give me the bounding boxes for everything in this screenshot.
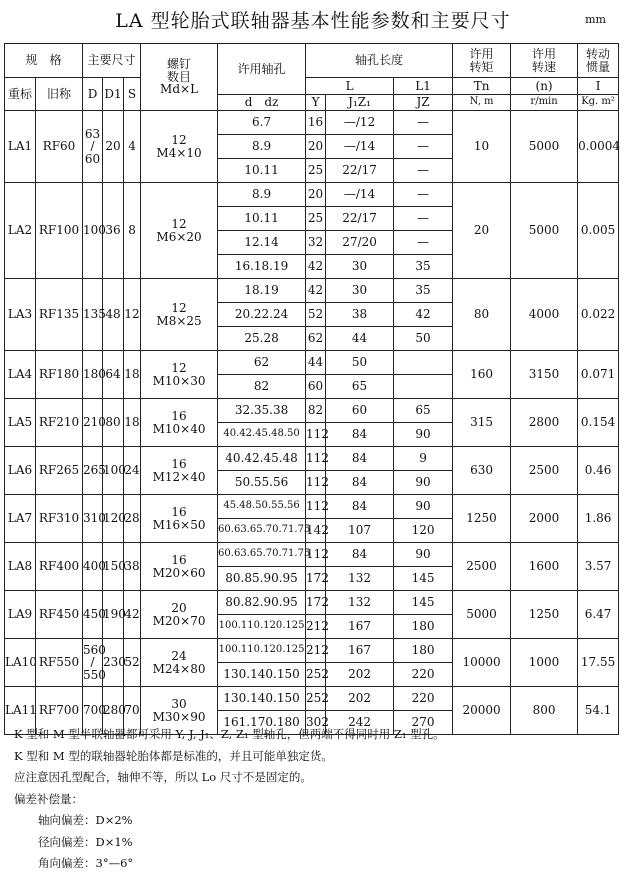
bore-jz: 180 <box>394 639 453 663</box>
bore-y: 112 <box>306 423 326 447</box>
bore-jz1: 242 <box>326 711 394 735</box>
model-torque: 20 <box>453 183 511 279</box>
note-4: 偏差补偿量： <box>14 791 83 806</box>
model-s: 12 <box>124 279 141 351</box>
model-d1: 230 <box>103 639 124 687</box>
model-speed: 5000 <box>511 111 578 183</box>
table-row <box>5 111 619 135</box>
model-inertia: 54.1 <box>578 687 619 735</box>
bore-diameters: 12.14 <box>218 231 306 255</box>
model-s: 18 <box>124 399 141 447</box>
page-title: LA 型轮胎式联轴器基本性能参数和主要尺寸 <box>115 10 511 32</box>
model-d: 450 <box>83 591 103 639</box>
bore-y: 112 <box>306 447 326 471</box>
bore-jz: 220 <box>394 663 453 687</box>
bore-y: 302 <box>306 711 326 735</box>
bore-y: 112 <box>306 471 326 495</box>
model-inertia: 0.071 <box>578 351 619 399</box>
hdr-i: I <box>578 78 619 95</box>
hdr-bore-length: 轴孔长度 <box>306 44 453 78</box>
model-screw: 12 M10×30 <box>141 351 218 399</box>
model-old: RF400 <box>36 543 83 591</box>
bore-jz1: 84 <box>326 495 394 519</box>
bore-jz1: —/12 <box>326 111 394 135</box>
model-torque: 80 <box>453 279 511 351</box>
bore-jz1: 27/20 <box>326 231 394 255</box>
model-s: 18 <box>124 351 141 399</box>
model-d1: 150 <box>103 543 124 591</box>
bore-jz: 90 <box>394 495 453 519</box>
model-torque: 2500 <box>453 543 511 591</box>
model-s: 42 <box>124 591 141 639</box>
hdr-screw: 螺钉 数目 Md×L <box>141 44 218 111</box>
model-d: 135 <box>83 279 103 351</box>
model-old: RF210 <box>36 399 83 447</box>
model-old: RF550 <box>36 639 83 687</box>
hdr-old-name: 旧称 <box>36 78 83 111</box>
hdr-jz: JZ <box>394 95 453 111</box>
bore-jz1: 30 <box>326 255 394 279</box>
bore-diameters: 60.63.65.70.71.75 <box>218 519 306 543</box>
model-d1: 120 <box>103 495 124 543</box>
table-row <box>5 447 619 471</box>
model-torque: 160 <box>453 351 511 399</box>
bore-y: 20 <box>306 183 326 207</box>
model-torque: 1250 <box>453 495 511 543</box>
bore-jz: 90 <box>394 423 453 447</box>
bore-jz: 42 <box>394 303 453 327</box>
model-inertia: 6.47 <box>578 591 619 639</box>
model-d: 63 / 60 <box>83 111 103 183</box>
bore-y: 32 <box>306 231 326 255</box>
bore-y: 172 <box>306 567 326 591</box>
model-screw: 24 M24×80 <box>141 639 218 687</box>
bore-jz: 90 <box>394 543 453 567</box>
bore-jz: 180 <box>394 615 453 639</box>
bore-jz: — <box>394 159 453 183</box>
bore-jz1: —/14 <box>326 135 394 159</box>
bore-jz1: 84 <box>326 471 394 495</box>
bore-diameters: 45.48.50.55.56 <box>218 495 306 519</box>
bore-jz: 90 <box>394 471 453 495</box>
bore-jz: — <box>394 183 453 207</box>
bore-jz1: 84 <box>326 543 394 567</box>
bore-jz1: 167 <box>326 615 394 639</box>
bore-y: 112 <box>306 543 326 567</box>
bore-jz1: 202 <box>326 687 394 711</box>
bore-jz: 65 <box>394 399 453 423</box>
bore-jz1: 84 <box>326 447 394 471</box>
model-screw: 12 M4×10 <box>141 111 218 183</box>
model-speed: 1600 <box>511 543 578 591</box>
bore-diameters: 20.22.24 <box>218 303 306 327</box>
bore-jz1: —/14 <box>326 183 394 207</box>
hdr-spec: 规 格 <box>5 44 83 78</box>
table-row <box>5 543 619 567</box>
model-screw: 16 M16×50 <box>141 495 218 543</box>
model-std: LA11 <box>5 687 36 735</box>
bore-jz: 145 <box>394 591 453 615</box>
hdr-n: (n) <box>511 78 578 95</box>
bore-jz: 9 <box>394 447 453 471</box>
model-s: 4 <box>124 111 141 183</box>
bore-jz1: 202 <box>326 663 394 687</box>
bore-diameters: 25.28 <box>218 327 306 351</box>
bore-y: 20 <box>306 135 326 159</box>
model-d1: 20 <box>103 111 124 183</box>
bore-jz1: 60 <box>326 399 394 423</box>
model-speed: 800 <box>511 687 578 735</box>
bore-y: 252 <box>306 663 326 687</box>
bore-jz1: 107 <box>326 519 394 543</box>
bore-jz: 220 <box>394 687 453 711</box>
model-std: LA6 <box>5 447 36 495</box>
bore-diameters: 80.82.90.95 <box>218 591 306 615</box>
bore-diameters: 60.63.65.70.71.75 <box>218 543 306 567</box>
bore-y: 25 <box>306 207 326 231</box>
hdr-i-unit: Kg. m² <box>578 95 619 111</box>
bore-y: 16 <box>306 111 326 135</box>
hdr-torque: 许用 转矩 <box>453 44 511 78</box>
model-std: LA1 <box>5 111 36 183</box>
model-d: 210 <box>83 399 103 447</box>
model-d: 400 <box>83 543 103 591</box>
hdr-bore: 许用轴孔 <box>218 44 306 95</box>
table-row <box>5 399 619 423</box>
bore-y: 82 <box>306 399 326 423</box>
bore-jz1: 30 <box>326 279 394 303</box>
bore-y: 25 <box>306 159 326 183</box>
model-std: LA10 <box>5 639 36 687</box>
model-screw: 12 M8×25 <box>141 279 218 351</box>
model-std: LA5 <box>5 399 36 447</box>
table-row <box>5 495 619 519</box>
model-old: RF135 <box>36 279 83 351</box>
bore-jz1: 65 <box>326 375 394 399</box>
note-2: K 型和 M 型的联轴器轮胎体都是标准的，并且可能单独定货。 <box>14 748 333 763</box>
model-d: 560 / 550 <box>83 639 103 687</box>
model-std: LA4 <box>5 351 36 399</box>
bore-jz: — <box>394 231 453 255</box>
bore-jz: 35 <box>394 255 453 279</box>
bore-diameters: 6.7 <box>218 111 306 135</box>
model-inertia: 0.154 <box>578 399 619 447</box>
hdr-s: S <box>124 78 141 111</box>
bore-jz: 270 <box>394 711 453 735</box>
model-torque: 10000 <box>453 639 511 687</box>
model-d1: 190 <box>103 591 124 639</box>
bore-diameters: 82 <box>218 375 306 399</box>
bore-diameters: 10.11 <box>218 159 306 183</box>
model-screw: 16 M12×40 <box>141 447 218 495</box>
model-d1: 80 <box>103 399 124 447</box>
table-row <box>5 279 619 303</box>
hdr-n-unit: r/min <box>511 95 578 111</box>
bore-y: 112 <box>306 495 326 519</box>
table-row <box>5 591 619 615</box>
model-d1: 64 <box>103 351 124 399</box>
bore-y: 42 <box>306 255 326 279</box>
bore-jz1: 44 <box>326 327 394 351</box>
model-s: 70 <box>124 687 141 735</box>
model-d1: 48 <box>103 279 124 351</box>
note-1: K 型和 M 型半联轴器都可采用 Y, J, J₁、Z, Z₁ 型轴孔，但两端不得同时用 Z₁ 型孔。 <box>14 727 445 741</box>
model-std: LA9 <box>5 591 36 639</box>
model-s: 28 <box>124 495 141 543</box>
model-d: 700 <box>83 687 103 735</box>
bore-y: 212 <box>306 639 326 663</box>
bore-y: 44 <box>306 351 326 375</box>
hdr-new-std: 重标 <box>5 78 36 111</box>
hdr-tn-unit: N, m <box>453 95 511 111</box>
model-d1: 36 <box>103 183 124 279</box>
hdr-d1: D1 <box>103 78 124 111</box>
hdr-l1: L1 <box>394 78 453 95</box>
model-s: 38 <box>124 543 141 591</box>
bore-jz: — <box>394 135 453 159</box>
hdr-d-dz: d dz <box>218 95 306 111</box>
bore-jz1: 84 <box>326 423 394 447</box>
bore-jz: — <box>394 111 453 135</box>
deviation-angular: 角向偏差：3°—6° <box>38 856 134 870</box>
bore-jz1: 167 <box>326 639 394 663</box>
bore-diameters: 40.42.45.48.50 <box>218 423 306 447</box>
model-speed: 5000 <box>511 183 578 279</box>
model-inertia: 0.005 <box>578 183 619 279</box>
table-row <box>5 639 619 663</box>
model-old: RF310 <box>36 495 83 543</box>
model-torque: 5000 <box>453 591 511 639</box>
bore-y: 60 <box>306 375 326 399</box>
model-d: 265 <box>83 447 103 495</box>
hdr-tn: Tn <box>453 78 511 95</box>
model-speed: 2500 <box>511 447 578 495</box>
model-d: 100 <box>83 183 103 279</box>
bore-jz: — <box>394 207 453 231</box>
model-d: 180 <box>83 351 103 399</box>
bore-jz: 35 <box>394 279 453 303</box>
table-row <box>5 183 619 207</box>
bore-jz <box>394 375 453 399</box>
bore-y: 42 <box>306 279 326 303</box>
hdr-y: Y <box>306 95 326 111</box>
model-d: 310 <box>83 495 103 543</box>
bore-y: 52 <box>306 303 326 327</box>
model-old: RF265 <box>36 447 83 495</box>
bore-diameters: 100.110.120.125 <box>218 615 306 639</box>
model-inertia: 3.57 <box>578 543 619 591</box>
bore-diameters: 32.35.38 <box>218 399 306 423</box>
model-d1: 100 <box>103 447 124 495</box>
model-torque: 10 <box>453 111 511 183</box>
deviation-axial: 轴向偏差：D×2% <box>38 813 133 827</box>
hdr-inertia: 转动 惯量 <box>578 44 619 78</box>
model-screw: 16 M10×40 <box>141 399 218 447</box>
model-speed: 3150 <box>511 351 578 399</box>
table-row <box>5 687 619 711</box>
model-torque: 630 <box>453 447 511 495</box>
bore-diameters: 50.55.56 <box>218 471 306 495</box>
bore-diameters: 161.170.180 <box>218 711 306 735</box>
hdr-main-dims: 主要尺寸 <box>83 44 141 78</box>
model-inertia: 0.0004 <box>578 111 619 183</box>
model-std: LA7 <box>5 495 36 543</box>
model-speed: 2800 <box>511 399 578 447</box>
bore-diameters: 10.11 <box>218 207 306 231</box>
model-screw: 16 M20×60 <box>141 543 218 591</box>
bore-y: 62 <box>306 327 326 351</box>
bore-y: 252 <box>306 687 326 711</box>
model-inertia: 0.46 <box>578 447 619 495</box>
model-old: RF450 <box>36 591 83 639</box>
model-s: 52 <box>124 639 141 687</box>
bore-jz: 145 <box>394 567 453 591</box>
bore-jz1: 50 <box>326 351 394 375</box>
bore-diameters: 8.9 <box>218 135 306 159</box>
spec-table <box>4 43 619 735</box>
bore-diameters: 40.42.45.48 <box>218 447 306 471</box>
bore-y: 142 <box>306 519 326 543</box>
hdr-l: L <box>306 78 394 95</box>
bore-diameters: 100.110.120.125 <box>218 639 306 663</box>
notes-section <box>14 724 614 875</box>
hdr-jz1: J₁Z₁ <box>326 95 394 111</box>
hdr-speed: 许用 转速 <box>511 44 578 78</box>
bore-jz1: 22/17 <box>326 207 394 231</box>
note-3: 应注意因孔型配合，轴伸不等，所以 Lo 尺寸不是固定的。 <box>14 770 312 784</box>
model-inertia: 1.86 <box>578 495 619 543</box>
model-d1: 280 <box>103 687 124 735</box>
unit-label: mm <box>585 13 606 26</box>
model-s: 8 <box>124 183 141 279</box>
model-old: RF180 <box>36 351 83 399</box>
model-screw: 12 M6×20 <box>141 183 218 279</box>
bore-diameters: 62 <box>218 351 306 375</box>
model-speed: 1250 <box>511 591 578 639</box>
bore-jz: 50 <box>394 327 453 351</box>
model-s: 24 <box>124 447 141 495</box>
model-speed: 4000 <box>511 279 578 351</box>
model-old: RF700 <box>36 687 83 735</box>
model-screw: 30 M30×90 <box>141 687 218 735</box>
model-torque: 315 <box>453 399 511 447</box>
model-inertia: 0.022 <box>578 279 619 351</box>
model-torque: 20000 <box>453 687 511 735</box>
bore-jz1: 132 <box>326 591 394 615</box>
bore-diameters: 16.18.19 <box>218 255 306 279</box>
model-speed: 2000 <box>511 495 578 543</box>
bore-jz1: 38 <box>326 303 394 327</box>
bore-diameters: 130.140.150 <box>218 687 306 711</box>
hdr-d: D <box>83 78 103 111</box>
model-old: RF100 <box>36 183 83 279</box>
bore-jz1: 22/17 <box>326 159 394 183</box>
model-screw: 20 M20×70 <box>141 591 218 639</box>
model-speed: 1000 <box>511 639 578 687</box>
deviation-radial: 径向偏差：D×1% <box>38 834 133 849</box>
model-std: LA8 <box>5 543 36 591</box>
model-std: LA2 <box>5 183 36 279</box>
bore-y: 212 <box>306 615 326 639</box>
model-inertia: 17.55 <box>578 639 619 687</box>
model-std: LA3 <box>5 279 36 351</box>
model-old: RF60 <box>36 111 83 183</box>
bore-jz: 120 <box>394 519 453 543</box>
bore-diameters: 130.140.150 <box>218 663 306 687</box>
bore-diameters: 80.85.90.95 <box>218 567 306 591</box>
table-row <box>5 351 619 375</box>
bore-diameters: 8.9 <box>218 183 306 207</box>
bore-y: 172 <box>306 591 326 615</box>
bore-jz1: 132 <box>326 567 394 591</box>
bore-jz <box>394 351 453 375</box>
bore-diameters: 18.19 <box>218 279 306 303</box>
